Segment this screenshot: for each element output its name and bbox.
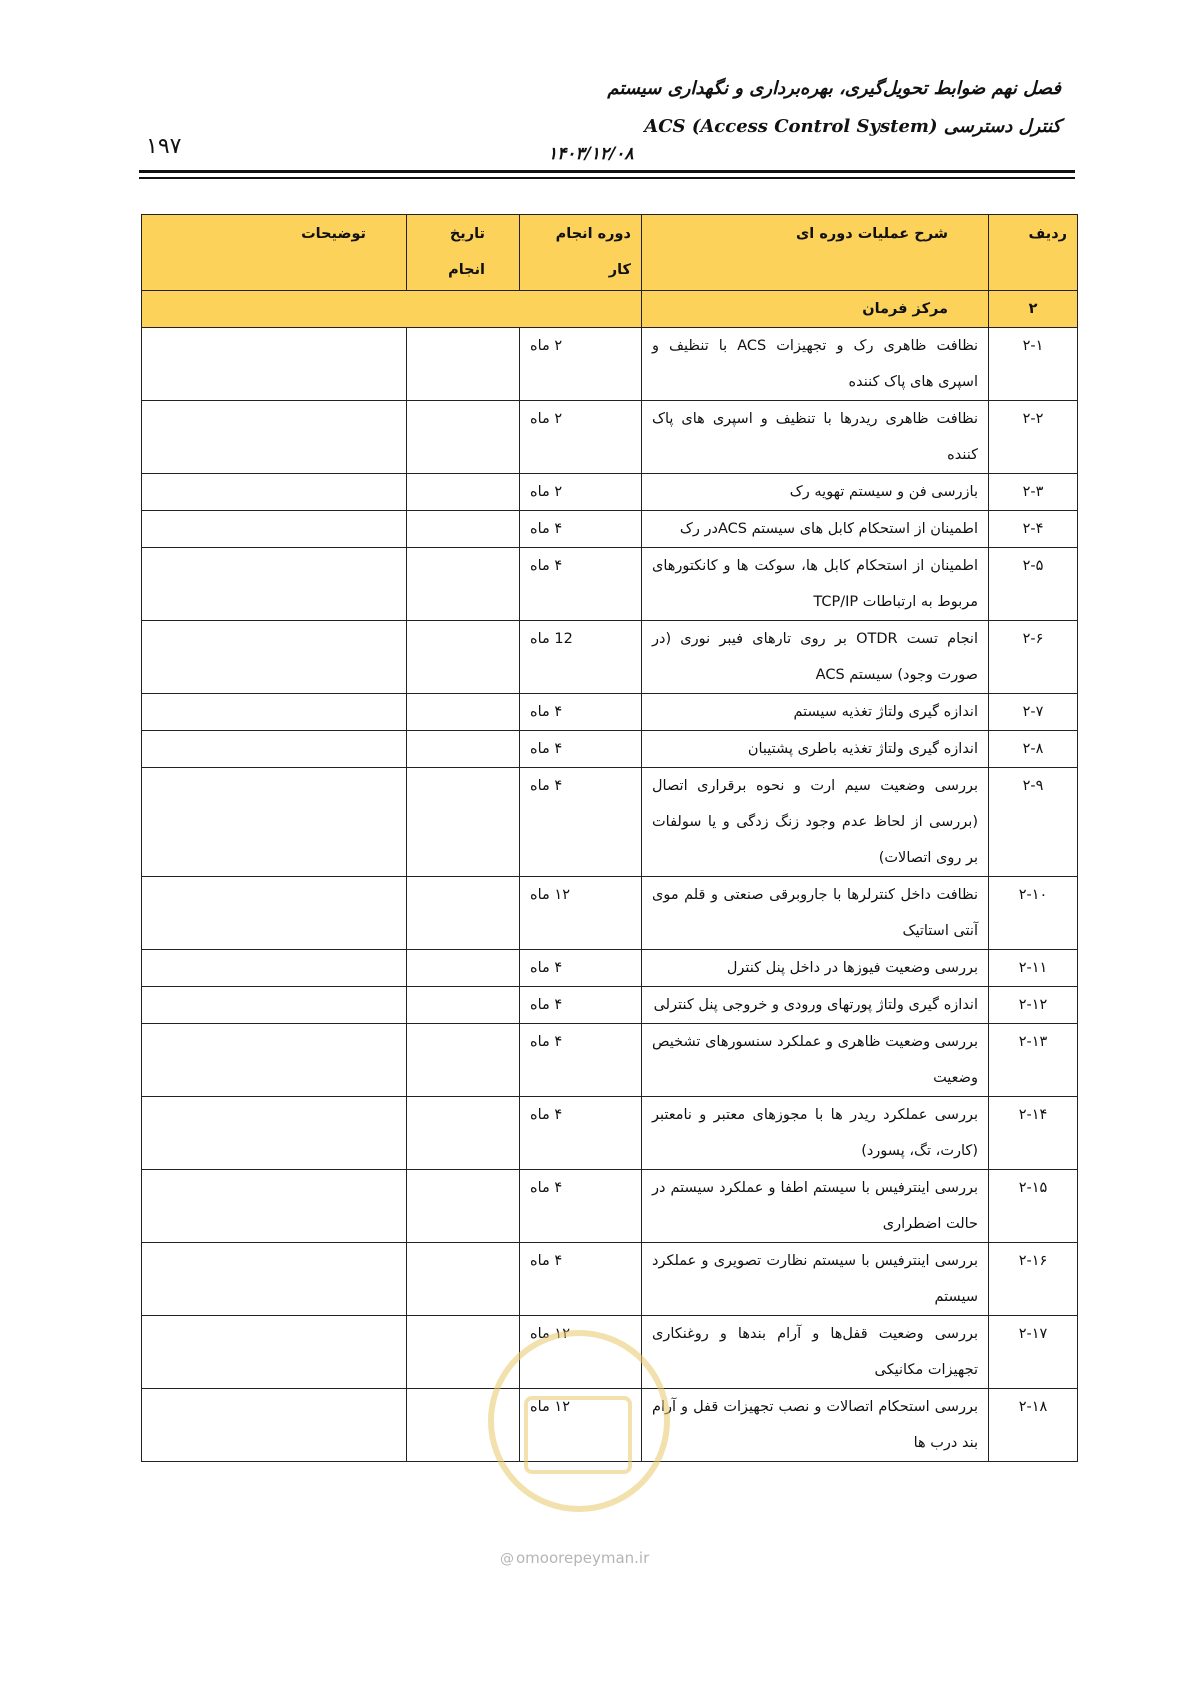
row-number: ۲-۳ <box>989 474 1078 511</box>
row-description: اندازه گیری ولتاژ تغذیه باطری پشتیبان <box>642 731 989 768</box>
row-date <box>407 548 520 621</box>
row-date <box>407 621 520 694</box>
row-notes <box>142 1170 407 1243</box>
maintenance-table <box>141 214 1078 1462</box>
row-notes <box>142 877 407 950</box>
header-description: شرح عملیات دوره ای <box>642 215 989 291</box>
row-date <box>407 768 520 877</box>
row-date <box>407 1170 520 1243</box>
row-period: ۲ ماه <box>520 328 642 401</box>
row-number: ۲-۱۳ <box>989 1024 1078 1097</box>
row-period: ۴ ماه <box>520 548 642 621</box>
table-row <box>142 694 1078 731</box>
footer-website <box>500 1549 649 1567</box>
row-date <box>407 401 520 474</box>
row-description: اطمینان از استحکام کابل ها، سوکت ها و کانکتورهای مربوط به ارتباطات TCP/IP <box>642 548 989 621</box>
row-description: بررسی استحکام اتصالات و نصب تجهیزات قفل و آرام بند درب ها <box>642 1389 989 1462</box>
document-date: ۱۴۰۳/۱۲/۰۸ <box>548 144 634 164</box>
row-number: ۲-۴ <box>989 511 1078 548</box>
row-number: ۲-۱۰ <box>989 877 1078 950</box>
row-date <box>407 1097 520 1170</box>
row-date <box>407 474 520 511</box>
row-period: ۴ ماه <box>520 511 642 548</box>
row-notes <box>142 694 407 731</box>
seal-watermark-emblem <box>524 1396 632 1474</box>
row-description: بررسی وضعیت فیوزها در داخل پنل کنترل <box>642 950 989 987</box>
row-number: ۲-۵ <box>989 548 1078 621</box>
row-period: ۴ ماه <box>520 950 642 987</box>
row-description: اندازه گیری ولتاژ پورتهای ورودی و خروجی پنل کنترلی <box>642 987 989 1024</box>
row-period: ۴ ماه <box>520 768 642 877</box>
header-rule-bottom <box>139 177 1075 179</box>
row-description: نظافت ظاهری ریدرها با تنظیف و اسپری های پاک کننده <box>642 401 989 474</box>
header-period: دوره انجام کار <box>520 215 642 291</box>
row-period: ۴ ماه <box>520 731 642 768</box>
table-row <box>142 548 1078 621</box>
row-description: بررسی عملکرد ریدر ها با مجوزهای معتبر و نامعتبر (کارت، تگ، پسورد) <box>642 1097 989 1170</box>
row-number: ۲-۱۸ <box>989 1389 1078 1462</box>
header-date: تاریخ انجام <box>407 215 520 291</box>
row-date <box>407 1024 520 1097</box>
chapter-title: فصل نهم ضوابط تحویل‌گیری، بهره‌برداری و نگهداری سیستم <box>607 78 1061 99</box>
row-number: ۲-۱۶ <box>989 1243 1078 1316</box>
row-notes <box>142 328 407 401</box>
row-period: ۲ ماه <box>520 474 642 511</box>
row-date <box>407 328 520 401</box>
row-notes <box>142 1024 407 1097</box>
row-period: ۴ ماه <box>520 1097 642 1170</box>
table-row <box>142 328 1078 401</box>
table-row <box>142 474 1078 511</box>
row-description: بازرسی فن و سیستم تهویه رک <box>642 474 989 511</box>
table-row <box>142 768 1078 877</box>
row-notes <box>142 401 407 474</box>
row-description: اندازه گیری ولتاژ تغذیه سیستم <box>642 694 989 731</box>
section-number: ۲ <box>989 291 1078 328</box>
table-row <box>142 1170 1078 1243</box>
row-notes <box>142 1097 407 1170</box>
header-rule-top <box>139 170 1075 173</box>
row-period: ۴ ماه <box>520 694 642 731</box>
row-notes <box>142 768 407 877</box>
row-number: ۲-۱۴ <box>989 1097 1078 1170</box>
section-row <box>142 291 1078 328</box>
row-number: ۲-۷ <box>989 694 1078 731</box>
row-date <box>407 694 520 731</box>
row-period: ۴ ماه <box>520 1170 642 1243</box>
table-row <box>142 950 1078 987</box>
row-notes <box>142 548 407 621</box>
row-number: ۲-۸ <box>989 731 1078 768</box>
section-title: مرکز فرمان <box>642 291 989 328</box>
document-subtitle: کنترل دسترسی ACS (Access Control System) <box>644 116 1061 137</box>
header-row-number: ردیف <box>989 215 1078 291</box>
row-notes <box>142 621 407 694</box>
row-description: بررسی وضعیت ظاهری و عملکرد سنسورهای تشخیص وضعیت <box>642 1024 989 1097</box>
row-date <box>407 950 520 987</box>
table-row <box>142 1024 1078 1097</box>
row-date <box>407 987 520 1024</box>
seal-watermark <box>488 1330 670 1512</box>
row-notes <box>142 474 407 511</box>
row-period: ۴ ماه <box>520 1243 642 1316</box>
table-row <box>142 731 1078 768</box>
table-row <box>142 1243 1078 1316</box>
row-notes <box>142 1243 407 1316</box>
row-notes <box>142 511 407 548</box>
row-notes <box>142 1389 407 1462</box>
row-number: ۲-۱۲ <box>989 987 1078 1024</box>
row-number: ۲-۹ <box>989 768 1078 877</box>
section-fill <box>142 291 642 328</box>
page-number: ۱۹۷ <box>146 134 182 159</box>
row-description: بررسی اینترفیس با سیستم نظارت تصویری و عملکرد سیستم <box>642 1243 989 1316</box>
table-row <box>142 621 1078 694</box>
table-header-row <box>142 215 1078 291</box>
row-period: ۴ ماه <box>520 1024 642 1097</box>
header-notes: توضیحات <box>142 215 407 291</box>
row-number: ۲-۱ <box>989 328 1078 401</box>
table-row <box>142 1097 1078 1170</box>
row-date <box>407 511 520 548</box>
row-notes <box>142 950 407 987</box>
row-description: انجام تست OTDR بر روی تارهای فیبر نوری (در صورت وجود) سیستم ACS <box>642 621 989 694</box>
row-description: بررسی اینترفیس با سیستم اطفا و عملکرد سیستم در حالت اضطراری <box>642 1170 989 1243</box>
row-description: بررسی وضعیت سیم ارت و نحوه برقراری اتصال (بررسی از لحاظ عدم وجود زنگ زدگی و یا سولفات بر روی اتصالات) <box>642 768 989 877</box>
row-period: ۲ ماه <box>520 401 642 474</box>
row-period: 12 ماه <box>520 621 642 694</box>
row-notes <box>142 987 407 1024</box>
table-row <box>142 987 1078 1024</box>
table-row <box>142 511 1078 548</box>
row-number: ۲-۱۷ <box>989 1316 1078 1389</box>
footer-website-text: omoorepeyman.ir <box>516 1549 650 1567</box>
row-period: ۱۲ ماه <box>520 877 642 950</box>
table-row <box>142 401 1078 474</box>
row-number: ۲-۲ <box>989 401 1078 474</box>
row-notes <box>142 1316 407 1389</box>
row-description: نظافت ظاهری رک و تجهیزات ACS با تنظیف و اسپری های پاک کننده <box>642 328 989 401</box>
row-description: اطمینان از استحکام کابل های سیستم ACSدر رک <box>642 511 989 548</box>
row-date <box>407 877 520 950</box>
row-notes <box>142 731 407 768</box>
at-sign-icon: @ <box>500 1551 514 1567</box>
row-description: بررسی وضعیت قفل‌ها و آرام بندها و روغنکاری تجهیزات مکانیکی <box>642 1316 989 1389</box>
row-date <box>407 731 520 768</box>
table-row <box>142 877 1078 950</box>
row-number: ۲-۱۱ <box>989 950 1078 987</box>
row-description: نظافت داخل کنترلرها با جاروبرقی صنعتی و قلم موی آنتی استاتیک <box>642 877 989 950</box>
row-number: ۲-۱۵ <box>989 1170 1078 1243</box>
row-period: ۱۲ ماه <box>520 1389 642 1462</box>
row-date <box>407 1243 520 1316</box>
row-period: ۴ ماه <box>520 987 642 1024</box>
row-number: ۲-۶ <box>989 621 1078 694</box>
row-period: ۱۲ ماه <box>520 1316 642 1389</box>
